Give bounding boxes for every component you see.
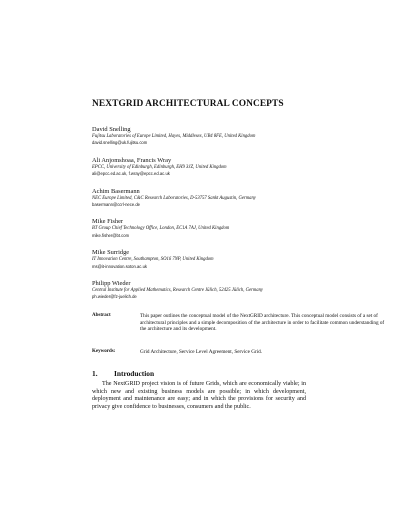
author-block <box>92 249 392 270</box>
author-email: mike.fisher@bt.com <box>92 232 130 238</box>
keywords-text: Grid Architecture, Service Level Agreement, Service Grid. <box>140 349 263 355</box>
author-email: basermann@ccrl-nece.de <box>92 202 141 207</box>
author-list <box>92 126 392 311</box>
author-name: David Snelling <box>92 126 131 133</box>
abstract-text: This paper outlines the conceptual model of the NextGRID architecture. This conceptual model consists of a set of architectural principles and a simple decomposition of the architecture in order to facilitate common understanding of the architecture and its development. <box>140 313 385 333</box>
author-block <box>92 280 392 301</box>
abstract-label: Abstract <box>92 313 111 318</box>
author-block <box>92 218 392 239</box>
author-affiliation: EPCC, University of Edinburgh, Edinburgh, EH9 3JZ, United Kingdom <box>92 164 227 170</box>
author-block <box>92 126 392 147</box>
paper-title: NEXTGRID ARCHITECTURAL CONCEPTS <box>92 99 284 109</box>
author-affiliation: NEC Europe Limited, C&C Research Laboratories, D-53757 Sankt Augustin, Germany <box>92 195 256 201</box>
author-email: ali@epcc.ed.ac.uk, f.wray@epcc.ed.ac.uk <box>92 171 170 177</box>
author-name: Philipp Wieder <box>92 279 131 287</box>
section-heading <box>92 369 154 378</box>
author-name: Ali Anjomshoaa, Francis Wray <box>92 156 172 164</box>
section-paragraph: The NextGRID project vision is of future Grids, which are economically viable; in which new and existing business models are possible; in which development, deployment and maintenance are easy; and in which the provisions for security and privacy give confidence to businesses, consumers and the public. <box>92 381 306 411</box>
author-email: ph.wieder@fz-juelich.de <box>92 294 137 300</box>
author-block <box>92 157 392 178</box>
author-email: david.snelling@uk.fujitsu.com <box>92 140 148 146</box>
author-block <box>92 188 392 209</box>
keywords-label: Keywords: <box>92 349 116 354</box>
section-number: 1. <box>92 369 98 378</box>
author-email: ms@it-innovation.soton.ac.uk <box>92 263 147 269</box>
author-name: Mike Surridge <box>92 249 130 257</box>
author-affiliation: Central Institute for Applied Mathematics, Research Centre Jülich, 52425 Jülich, Germany <box>92 287 264 293</box>
author-affiliation: BT Group Chief Technology Office, London, EC1A 7AJ, United Kingdom <box>92 226 230 232</box>
author-name: Achim Basermann <box>92 187 140 195</box>
author-affiliation: IT Innovation Centre, Southampton, SO16 7NP, United Kingdom <box>92 257 214 263</box>
author-affiliation: Fujitsu Laboratories of Europe Limited, Hayes, Middlesex, UB4 8FE, United Kingdom <box>92 134 256 139</box>
author-name: Mike Fisher <box>92 218 124 226</box>
section-title: Introduction <box>114 369 155 378</box>
